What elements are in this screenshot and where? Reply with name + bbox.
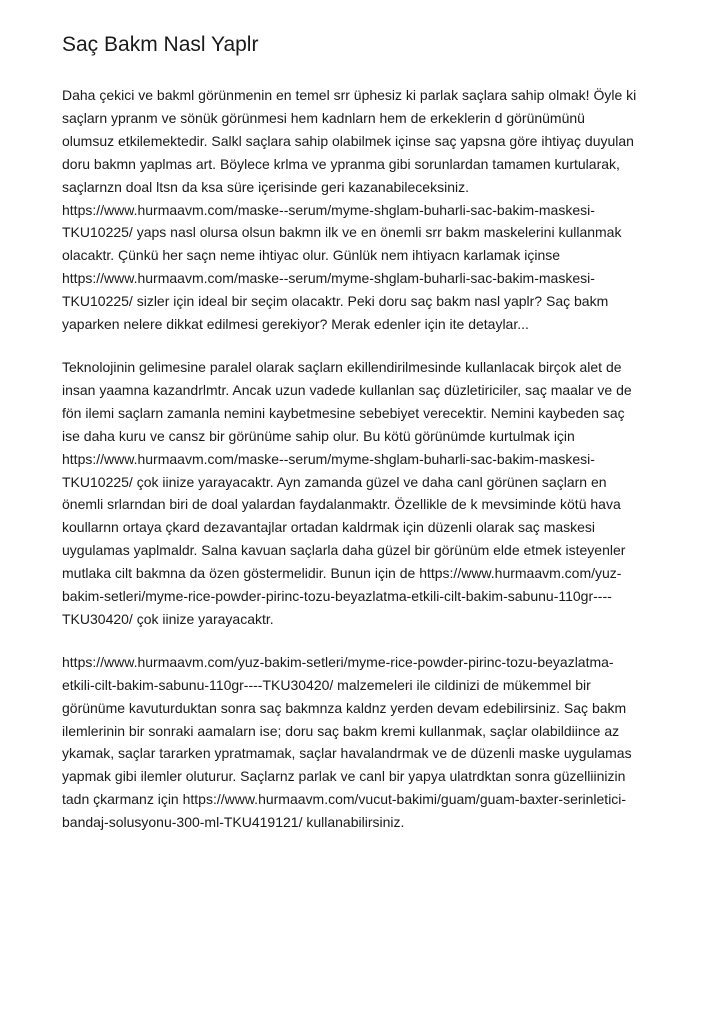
- text-line: https://www.hurmaavm.com/yuz-bakim-setleri/myme-rice-powder-pirinc-tozu-beyazlatma-: [62, 653, 614, 670]
- text-line: görünüme kavuturduktan sonra saç bakmnza kaldnz yerden devam edebilirsiniz. Saç bakm: [62, 699, 627, 716]
- text-line: https://www.hurmaavm.com/maske--serum/myme-shglam-buharli-sac-bakim-maskesi-: [62, 201, 595, 218]
- text-line: TKU10225/ sizler için ideal bir seçim olacaktr. Peki doru saç bakm nasl yaplr? Saç bakm: [62, 293, 609, 310]
- text-line: bandaj-solusyonu-300-ml-TKU419121/ kullanabilirsiniz.: [62, 814, 405, 831]
- text-line: TKU10225/ çok iinize yarayacaktr. Ayn zamanda güzel ve daha canl görünen saçlarn en: [62, 473, 607, 490]
- text-line: ykamak, saçlar tararken ypratmamak, saçlar havalandrmak ve de düzenli maske uygulamas: [62, 745, 632, 762]
- text-line: yapmak gibi ilemler oluturur. Saçlarnz parlak ve canl bir yapya ulatrdktan sonra güzelliinizin: [62, 768, 626, 785]
- paragraph-1: [62, 84, 662, 336]
- paragraph-3: [62, 651, 662, 834]
- text-line: ilemlerinin bir sonraki aamalarn ise; doru saç bakm kremi kullanmak, saçlar olabildiince az: [62, 722, 620, 739]
- text-line: olumsuz etkilemektedir. Salkl saçlara sahip olabilmek içinse saç yapsna göre ihtiyaç duyulan: [62, 132, 634, 149]
- text-line: fön ilemi saçlarn zamanla nemini kaybetmesine sebebiyet verecektir. Nemini kaybeden saç: [62, 404, 625, 421]
- text-line: doru bakmn yaplmas art. Böylece krlma ve ypranma gibi sorunlardan tamamen kurtularak,: [62, 155, 620, 172]
- text-line: insan yaamna kazandrlmtr. Ancak uzun vadede kullanlan saç düzletiriciler, saç maalar ve de: [62, 381, 632, 398]
- text-line: Daha çekici ve bakml görünmenin en temel srr üphesiz ki parlak saçlara sahip olmak! Öyle ki: [62, 87, 637, 103]
- document-title: Saç Bakm Nasl Yaplr: [62, 33, 259, 56]
- text-line: TKU30420/ çok iinize yarayacaktr.: [62, 610, 274, 627]
- text-line: mutlaka cilt bakmna da özen göstermelidir. Bunun için de https://www.hurmaavm.com/yuz-: [62, 565, 622, 582]
- text-line: bakim-setleri/myme-rice-powder-pirinc-tozu-beyazlatma-etkili-cilt-bakim-sabunu-110gr----: [62, 588, 612, 605]
- text-line: ise daha kuru ve cansz bir görünüme sahip olur. Bu kötü görünümde kurtulmak için: [62, 427, 575, 444]
- text-line: etkili-cilt-bakim-sabunu-110gr----TKU30420/ malzemeleri ile cildinizi de mükemmel bir: [62, 676, 591, 693]
- text-line: koullarnn ortaya çkard dezavantajlar ortadan kaldrmak için düzenli olarak saç maskesi: [62, 519, 596, 536]
- text-line: saçlarnzn doal ltsn da ksa süre içerisinde geri kazanabileceksiniz.: [62, 178, 469, 195]
- text-line: https://www.hurmaavm.com/maske--serum/myme-shglam-buharli-sac-bakim-maskesi-: [62, 450, 595, 467]
- text-line: saçlarn ypranm ve sönük görünmesi hem kadnlarn hem de erkeklerin d görünümünü: [62, 109, 585, 126]
- text-line: yaparken nelere dikkat edilmesi gerekiyor? Merak edenler için ite detaylar...: [62, 316, 529, 333]
- text-line: TKU10225/ yaps nasl olursa olsun bakmn ilk ve en önemli srr bakm maskelerini kullanmak: [62, 224, 622, 241]
- text-line: https://www.hurmaavm.com/maske--serum/myme-shglam-buharli-sac-bakim-maskesi-: [62, 270, 595, 287]
- text-line: olacaktr. Çünkü her saçn neme ihtiyac olur. Günlük nem ihtiyacn karlamak içinse: [62, 247, 561, 264]
- text-line: uygulamas yaplmaldr. Salna kavuan saçlarla daha güzel bir görünüm elde etmek isteyenler: [62, 542, 626, 559]
- text-line: önemli srlarndan biri de doal yalardan faydalanmaktr. Özellikle de k mevsiminde kötü hava: [62, 496, 621, 513]
- paragraph-2: [62, 356, 662, 631]
- text-line: tadn çkarmanz için https://www.hurmaavm.com/vucut-bakimi/guam/guam-baxter-serinletici-: [62, 791, 627, 808]
- text-line: Teknolojinin gelimesine paralel olarak saçlarn ekillendirilmesinde kullanlacak birçok alet de: [62, 358, 622, 375]
